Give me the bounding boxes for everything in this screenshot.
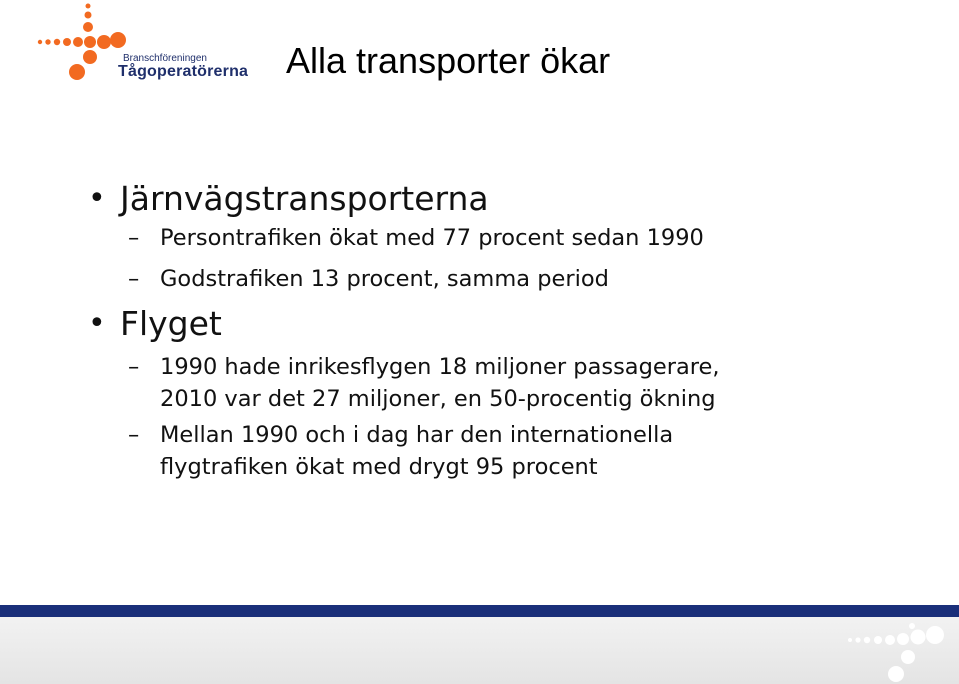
dash-icon: – bbox=[128, 225, 140, 251]
sub-item-text: flygtrafiken ökat med drygt 95 procent bbox=[160, 454, 598, 480]
sub-item-text: 1990 hade inrikesflygen 18 miljoner passagerare, bbox=[160, 354, 720, 380]
bullet-section-air bbox=[88, 303, 888, 345]
section-heading: Flyget bbox=[120, 304, 222, 343]
logo-subtitle: Branschföreningen bbox=[123, 53, 207, 64]
dash-icon: – bbox=[128, 266, 140, 292]
dash-icon: – bbox=[128, 354, 140, 380]
sub-item-text: Mellan 1990 och i dag har den internationella bbox=[160, 422, 674, 448]
logo bbox=[30, 0, 249, 92]
footer-dots-icon bbox=[840, 620, 959, 684]
sub-item bbox=[88, 263, 888, 295]
logo-name: Tågoperatörerna bbox=[118, 63, 249, 80]
footer-band bbox=[0, 605, 959, 617]
logo-dots-icon bbox=[30, 0, 130, 92]
sub-item-text: Godstrafiken 13 procent, samma period bbox=[160, 266, 609, 292]
sub-item-text: Persontrafiken ökat med 77 procent sedan 1990 bbox=[160, 225, 704, 251]
bullet-icon: • bbox=[88, 306, 106, 341]
slide-title: Alla transporter ökar bbox=[286, 40, 611, 81]
footer-area bbox=[0, 617, 959, 684]
dash-icon: – bbox=[128, 422, 140, 448]
sub-item bbox=[88, 419, 888, 483]
section-heading: Järnvägstransporterna bbox=[120, 179, 489, 218]
bullet-section-rail bbox=[88, 178, 888, 220]
bullet-icon: • bbox=[88, 181, 106, 216]
sub-item bbox=[88, 222, 888, 254]
slide-content bbox=[88, 178, 888, 483]
sub-item-text: 2010 var det 27 miljoner, en 50-procentig ökning bbox=[160, 386, 716, 412]
sub-item bbox=[88, 351, 888, 415]
